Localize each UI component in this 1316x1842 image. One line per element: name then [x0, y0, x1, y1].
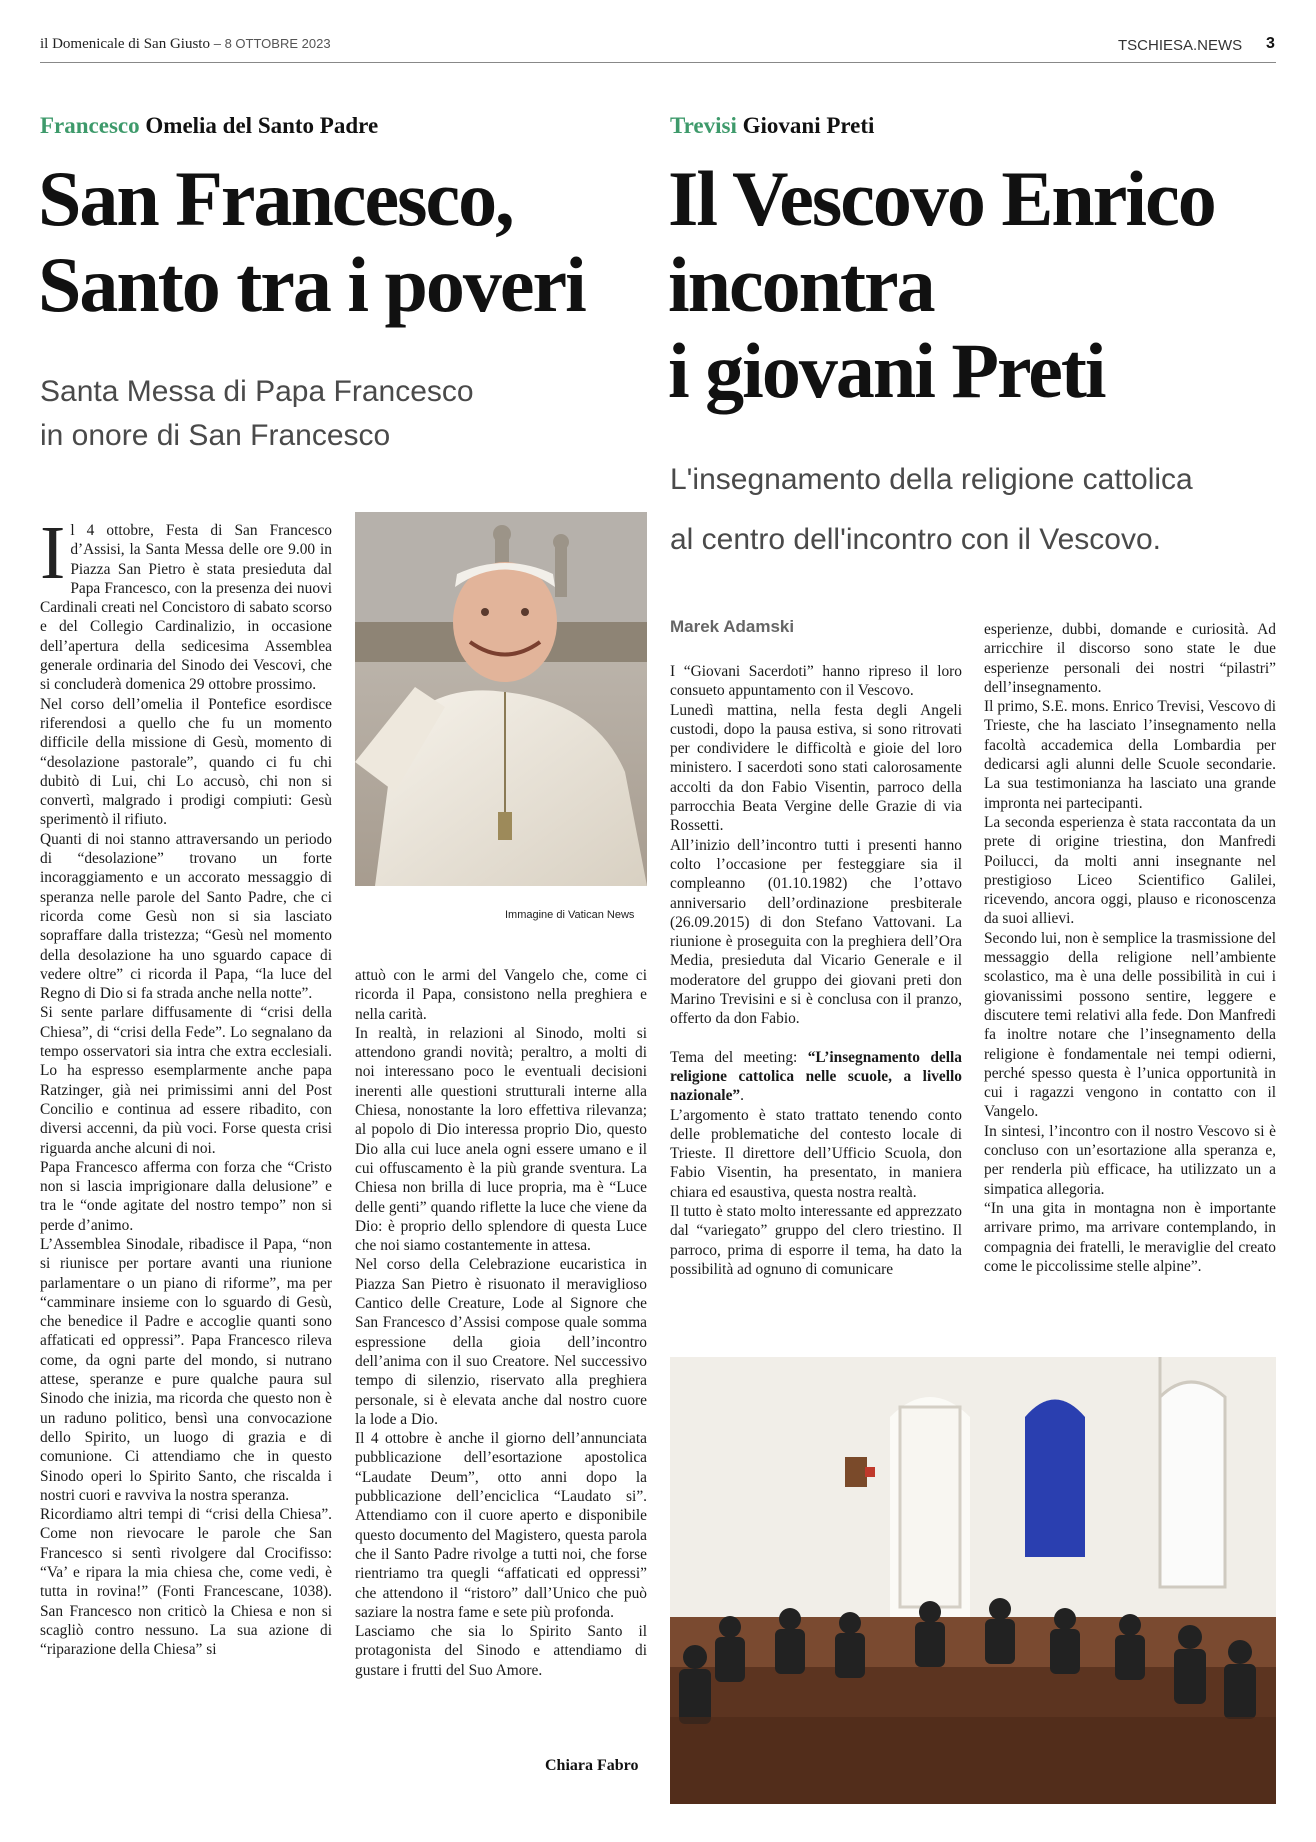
- paragraph: Nel corso dell’omelia il Pontefice esordisce riferendosi a quello che fu un momento difficile della missione di Gesù, momento di “desolazione pastorale”, quando ci fu chi dubitò di Lui, chi Lo accusò, chi non si convertì, malgrado i prodigi compiuti: Gesù sperimentò il rifiuto.: [40, 695, 332, 829]
- right-article-column-2: [984, 620, 1276, 1276]
- paragraph: L’argomento è stato trattato tenendo conto delle problematiche del contesto locale di Trieste. Il direttore dell’Ufficio Scuola, don Fabio Visentin, ha presentato, in maniera chiara ed esaustiva, questa nostra realtà.: [670, 1106, 962, 1201]
- paragraph: “In una gita in montagna non è importante arrivare primo, ma arrivare contemplando, in compagnia dei fratelli, le meraviglie del creato come le piccolissime stelle alpine”.: [984, 1199, 1276, 1275]
- left-article-column-1: [40, 511, 332, 1660]
- right-subtitle-line: al centro dell'incontro con il Vescovo.: [670, 523, 1162, 556]
- site-link[interactable]: TSCHIESA.NEWS: [1118, 37, 1243, 54]
- left-article-column-2: [355, 966, 647, 1680]
- paragraph: I “Giovani Sacerdoti” hanno ripreso il loro consueto appuntamento con il Vescovo.: [670, 663, 962, 700]
- pope-photo-image: [355, 512, 647, 886]
- paragraph: Il 4 ottobre è anche il giorno dell’annunciata pubblicazione dell’esortazione apostolica “Laudate Deum”, otto anni dopo la pubblicazione dell’enciclica “Laudato si”. Attendiamo con il cuore aperto e disponibile questo documento del Magistero, questa parola che il Santo Padre rivolge a tutti noi, che forse rientriamo tra quegli “affaticati ed oppressi” che attendono il “ristoro” dall’Unico che può saziare la nostra fame e sete più profonda.: [355, 1430, 647, 1621]
- right-headline-line: Il Vescovo Enrico: [668, 155, 1215, 242]
- left-subtitle-line: in onore di San Francesco: [40, 419, 391, 452]
- paragraph: L’Assemblea Sinodale, ribadisce il Papa, “non si riunisce per portare avanti una riunione parlamentare o un piano di riforme”, ma per “camminare insieme con lo sguardo di Gesù, che benedice il Padre e accoglie quanti sono affaticati ed oppressi”. Papa Francesco rileva come, da ogni parte del mondo, si nutrano attese, speranze e pure qualche paura sul Sinodo che inizia, ma ricorda che questo non è un raduno politico, bensì una convocazione dello Spirito, un luogo di grazia e di comunione. Ci attendiamo che in questo Sinodo operi lo Spirito Santo, che riscalda i nostri cuori e ravviva la nostra speranza.: [40, 1235, 332, 1504]
- paragraph: Quanti di noi stanno attraversando un periodo di “desolazione” trovano un forte incoraggiamento e un accorato messaggio di speranza nelle parole del Santo Padre, che ci ricorda come Gesù non si sia lasciato sopraffare dalla tristezza; “Gesù nel momento della desolazione ha uno sguardo capace di vedere oltre” ci ricorda il Papa, “la luce del Regno di Dio si fa strada anche nella notte”.: [40, 830, 332, 1003]
- paragraph: Il primo, S.E. mons. Enrico Trevisi, Vescovo di Trieste, che ha lasciato l’insegnamento nella facoltà accademica della Lombardia per dedicarsi agli alunni delle Scuole secondarie. La sua testimonianza ha lasciato una grande impronta nei partecipanti.: [984, 698, 1276, 812]
- left-headline-line: Santo tra i poveri: [38, 241, 585, 328]
- left-headline: [38, 156, 658, 328]
- left-kicker-accent: Francesco: [40, 113, 140, 138]
- paragraph: Il tutto è stato molto interessante ed apprezzato dal “variegato” gruppo del clero triestino. Il parroco, prima di esporre il tema, ha dato la possibilità ad ognuno di comunicare: [670, 1203, 962, 1278]
- paragraph: In sintesi, l’incontro con il nostro Vescovo si è concluso con un’esortazione alla speranza e, per renderla più efficace, ha utilizzato un a simpatica allegoria.: [984, 1122, 1276, 1198]
- paragraph: La seconda esperienza è stata raccontata da un prete di origine triestina, don Manfredi Poilucci, da molti anni insegnante nel prestigioso Liceo Scientifico Galilei, ricevendo, ancora oggi, plauso e riconoscenza da suoi allievi.: [984, 813, 1276, 928]
- right-author: Marek Adamski: [670, 617, 795, 636]
- meeting-theme: Tema del meeting: “L’insegnamento della religione cattolica nelle scuole, a livello nazionale”.: [670, 1048, 962, 1105]
- header-divider: [40, 62, 1276, 63]
- left-headline-line: San Francesco,: [38, 155, 513, 242]
- right-kicker-accent: Trevisi: [670, 113, 737, 138]
- paragraph: Lasciamo che sia lo Spirito Santo il protagonista del Sinodo e attendiamo di gustare i frutti del Suo Amore.: [355, 1623, 647, 1679]
- page-number: 3: [1266, 35, 1275, 52]
- priests-meeting-photo: [670, 1357, 1276, 1804]
- left-author: Chiara Fabro: [545, 1757, 639, 1774]
- right-headline-line: incontra: [668, 241, 934, 328]
- paragraph: Nel corso della Celebrazione eucaristica in Piazza San Pietro è risuonato il meraviglioso Cantico delle Creature, Lode al Signore che San Francesco d’Assisi compose quale somma espressione della gioia dell’incontro dell’anima con il suo Creatore. Nel successivo tempo di silenzio, riservato alla preghiera personale, si è elevata anche dal nostro cuore la lode a Dio.: [355, 1256, 647, 1428]
- paragraph: esperienze, dubbi, domande e curiosità. Ad arricchire il discorso sono state le due esperienze personali dei nostri “pilastri” dell’insegnamento.: [984, 621, 1276, 696]
- paragraph: Ricordiamo altri tempi di “crisi della Chiesa”. Come non rievocare le parole che San Francesco si sentì rivolgere dal Crocifisso: “Va’ e ripara la mia chiesa che, come vedi, è tutta in rovina!” (Fonti Francescane, 1038). San Francesco non criticò la Chiesa e non si scagliò contro nessuno. La sua azione di “riparazione della Chiesa” si: [40, 1506, 332, 1659]
- right-subtitle-line: L'insegnamento della religione cattolica: [670, 463, 1193, 496]
- right-headline-line: i giovani Preti: [668, 327, 1105, 414]
- photo-caption: Immagine di Vatican News: [505, 909, 635, 921]
- paragraph: Papa Francesco afferma con forza che “Cristo non si lascia imprigionare dalla delusione” e tra le “onde agitate del nostro tempo” non si perde d’animo.: [40, 1158, 332, 1234]
- right-kicker-rest: Giovani Preti: [736, 113, 875, 138]
- paragraph: Secondo lui, non è semplice la trasmissione del messaggio della religione nell’ambiente scolastico, ma è una delle possibilità in cui i giovanissimi possono sentire, leggere e discutere temi relativi alla fede. Don Manfredi fa inoltre notare che l’insegnamento della religione è fondamentale nei tempi odierni, perché spesso questa è l’unica opportunità in cui i ragazzi vengono in contatto con il Vangelo.: [984, 929, 1276, 1121]
- right-headline: [668, 156, 1288, 414]
- paragraph: Lunedì mattina, nella festa degli Angeli custodi, dopo la pausa estiva, si sono ritrovati per condividere le difficoltà e gioie del loro ministero. I sacerdoti sono stati calorosamente accolti da don Fabio Visentin, parroco della parrocchia Beata Vergine delle Grazie di via Rossetti.: [670, 701, 962, 835]
- paragraph: Si sente parlare diffusamente di “crisi della Chiesa”, di “crisi della Fede”. Lo segnalano da tempo osservatori sia intra che extra ecclesiali. Lo ha espresso esemplarmente anche papa Ratzinger, già nei primissimi anni del Post Concilio e continua ad essere ribadito, con diversi accenni, da più voci. Forse questa crisi riguarda anche alcuni di noi.: [40, 1004, 332, 1157]
- pope-photo: [355, 512, 647, 886]
- left-subtitle: [40, 370, 600, 458]
- paragraph: Il 4 ottobre, Festa di San Francesco d’Assisi, la Santa Messa delle ore 9.00 in Piazza San Pietro è stata presieduta dal Papa Francesco, con la presenza dei nuovi Cardinali creati nel Concistoro di sabato scorso e del Collegio Cardinalizio, in occasione dell’apertura della sedicesima Assemblea generale ordinaria del Sinodo dei Vescovi, che si concluderà domenica 29 ottobre prossimo.: [40, 511, 332, 694]
- paragraph: All’inizio dell’incontro tutti i presenti hanno colto l’occasione per festeggiare sia il compleanno (01.10.1982) che l’ottavo anniversario dell’ordinazione presbiterale (26.09.2015) di don Stefano Vattovani. La riunione è proseguita con la preghiera dell’Ora Media, presieduta dal Vicario Generale e il moderatore del gruppo dei giovani preti don Marino Trevisini e si è conclusa con il pranzo, offerto da don Fabio.: [670, 836, 962, 1028]
- right-kicker: [670, 113, 874, 139]
- left-kicker-rest: Omelia del Santo Padre: [139, 113, 379, 138]
- publication-name: il Domenicale di San Giusto: [40, 36, 210, 52]
- paragraph: attuò con le armi del Vangelo che, come ci ricorda il Papa, consistono nella preghiera e nella carità.: [355, 967, 647, 1023]
- right-subtitle: [670, 450, 1270, 570]
- drop-cap: I: [40, 511, 66, 595]
- right-article-column-1: [670, 662, 962, 1279]
- issue-date: – 8 OTTOBRE 2023: [213, 36, 331, 51]
- paragraph: In realtà, in relazioni al Sinodo, molti si attendono grandi novità; peraltro, a molti di noi interessano poco le eventuali decisioni inerenti alle questioni strutturali interne alla Chiesa, nonostante la loro effettiva rilevanza; al popolo di Dio interessa proprio Dio, questo Dio alla cui luce anela ogni essere umano e il cui offuscamento è la più grande sventura. La Chiesa non brilla di luce propria, ma è “Luce delle genti” quando riflette la luce che viene da Dio: è proprio dello splendore di questa Luce che noi siamo costantemente in attesa.: [355, 1024, 647, 1255]
- left-kicker: [40, 113, 378, 139]
- left-subtitle-line: Santa Messa di Papa Francesco: [40, 375, 474, 408]
- publication-header: [40, 36, 331, 53]
- priests-meeting-image: [670, 1357, 1276, 1804]
